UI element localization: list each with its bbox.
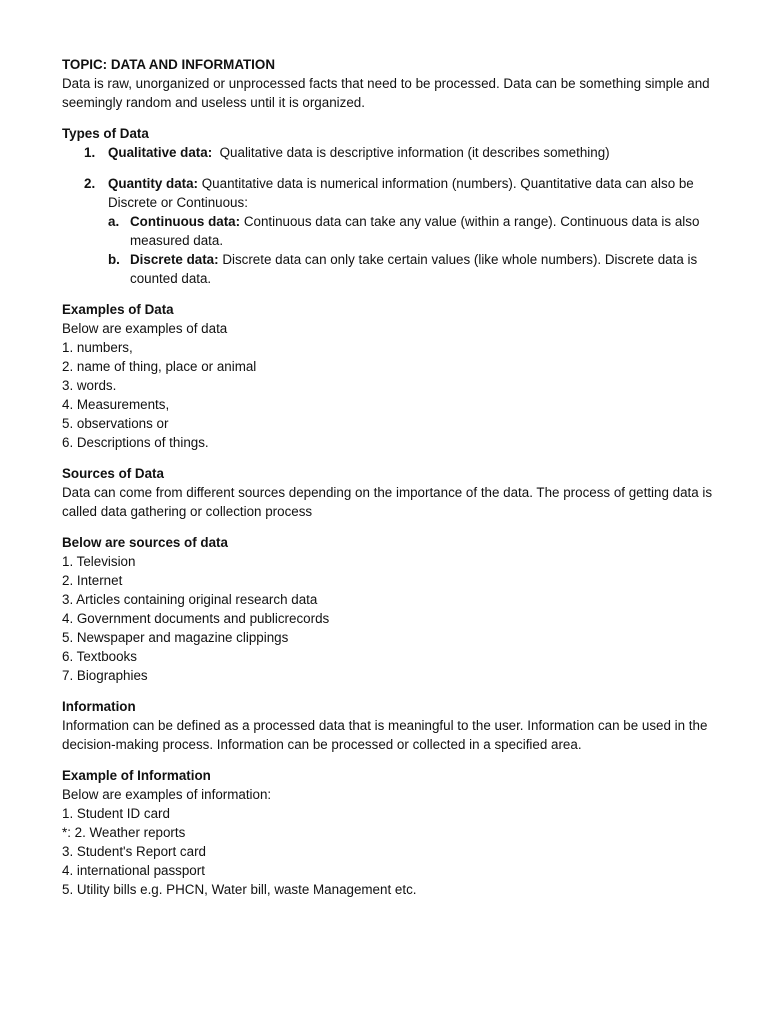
sub-list-marker: b. — [108, 252, 120, 267]
info-examples-intro: Below are examples of information: — [62, 787, 272, 802]
sub-list-marker: a. — [108, 214, 120, 229]
subtype-term: Continuous data: — [130, 214, 241, 229]
list-item: 2. name of thing, place or animal — [62, 359, 257, 374]
list-item: 6. Descriptions of things. — [62, 435, 209, 450]
type-term: Quantity data: — [108, 176, 199, 191]
list-marker: 2. — [84, 176, 96, 191]
list-item: 2. Internet — [62, 573, 123, 588]
subtype-text: Continuous data can take any value (within a range). Continuous data is also measured data. — [130, 214, 700, 248]
list-item: 3. Articles containing original research data — [62, 592, 318, 607]
list-item: 1. Television — [62, 554, 136, 569]
info-examples-heading: Example of Information — [62, 768, 211, 783]
list-marker: 1. — [84, 145, 96, 160]
source-list-heading: Below are sources of data — [62, 535, 228, 550]
information-text: Information can be defined as a processed data that is meaningful to the user. Information can be used in the decision-making process. Information can be processed or collected in a specified area. — [62, 718, 708, 752]
list-item: 6. Textbooks — [62, 649, 137, 664]
subtype-item-discrete — [62, 250, 722, 288]
type-term: Qualitative data: — [108, 145, 213, 160]
subtype-item-continuous — [62, 212, 722, 250]
list-item: 5. Newspaper and magazine clippings — [62, 630, 289, 645]
examples-intro: Below are examples of data — [62, 321, 228, 336]
subtype-text: Discrete data can only take certain values (like whole numbers). Discrete data is counted data. — [130, 252, 698, 286]
topic-heading: TOPIC: DATA AND INFORMATION — [62, 57, 275, 72]
sources-text: Data can come from different sources depending on the importance of the data. The process of getting data is called data gathering or collection process — [62, 485, 713, 519]
list-item: 3. Student's Report card — [62, 844, 206, 859]
examples-heading: Examples of Data — [62, 302, 174, 317]
topic-intro: Data is raw, unorganized or unprocessed facts that need to be processed. Data can be something simple and seemingly random and useless until it is organized. — [62, 76, 710, 110]
list-item: 4. Measurements, — [62, 397, 170, 412]
list-item: 7. Biographies — [62, 668, 148, 683]
list-item: 1. numbers, — [62, 340, 133, 355]
type-text: Qualitative data is descriptive information (it describes something) — [219, 145, 610, 160]
list-item: 4. Government documents and publicrecords — [62, 611, 330, 626]
type-item-qualitative — [62, 143, 722, 162]
list-item: *: 2. Weather reports — [62, 825, 186, 840]
type-text: Quantitative data is numerical information (numbers). Quantitative data can also be Discrete or Continuous: — [108, 176, 694, 210]
sources-heading: Sources of Data — [62, 466, 164, 481]
information-heading: Information — [62, 699, 136, 714]
type-item-quantity — [62, 174, 722, 212]
list-item: 4. international passport — [62, 863, 205, 878]
types-heading: Types of Data — [62, 126, 149, 141]
list-item: 3. words. — [62, 378, 117, 393]
list-item: 1. Student ID card — [62, 806, 170, 821]
document-page — [62, 55, 722, 899]
subtype-term: Discrete data: — [130, 252, 219, 267]
list-item: 5. Utility bills e.g. PHCN, Water bill, waste Management etc. — [62, 882, 417, 897]
list-item: 5. observations or — [62, 416, 169, 431]
